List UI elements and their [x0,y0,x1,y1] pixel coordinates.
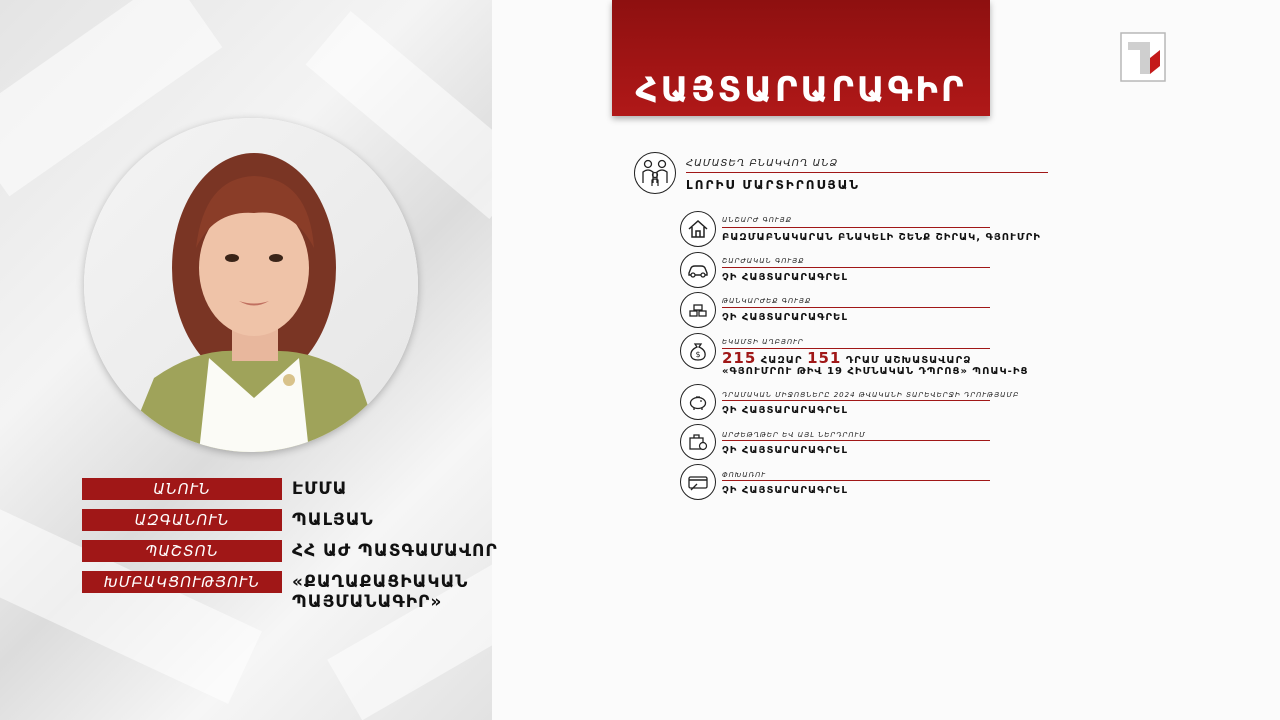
portrait-illustration [84,118,418,452]
value-faction-line1: «ՔԱՂԱՔԱՑԻԱԿԱՆ [292,572,469,592]
item-value-income-line2: «ԳՅՈՒՄՐՈՒ ԹԻՎ 19 ՀԻՄՆԱԿԱՆ ԴՊՐՈՑ» ՊՈԱԿ-ԻՑ [722,366,1029,377]
house-icon [680,211,716,247]
item-value-cash: ՉԻ ՀԱՅՏԱՐԱՐԱԳՐԵԼ [722,405,848,416]
value-first-name: ԷՄՄԱ [292,479,348,499]
value-last-name: ՊԱԼՅԱՆ [292,510,374,530]
securities-icon [680,424,716,460]
item-value-movable: ՉԻ ՀԱՅՏԱՐԱՐԱԳՐԵԼ [722,272,848,283]
item-title-income: ԵԿԱՄՏԻ ԱՂԲՅՈՒՐ [722,338,804,346]
item-title-loans: ՓՈԽԱՌՈՒ [722,471,767,479]
item-title-real-estate: ԱՆՇԱՐԺ ԳՈՒՅՔ [722,216,793,224]
value-position: ՀՀ ԱԺ ՊԱՏԳԱՄԱՎՈՐ [292,541,498,561]
family-icon [634,152,676,194]
item-value-loans: ՉԻ ՀԱՅՏԱՐԱՐԱԳՐԵԼ [722,485,848,496]
label-faction: ԽՄԲԱԿՑՈՒԹՅՈՒՆ [82,571,282,593]
channel-1-logo-icon [1120,32,1166,82]
divider [686,172,1048,173]
cohabitant-title: ՀԱՄԱՏԵՂ ԲՆԱԿՎՈՂ ԱՆՁ [686,158,839,169]
divider [722,267,990,268]
income-amount-drams: 151 [807,349,842,367]
title-banner [612,0,990,116]
valuables-icon [680,292,716,328]
item-title-valuables: ԹԱՆԿԱՐԺԵՔ ԳՈՒՅՔ [722,297,812,305]
item-value-securities: ՉԻ ՀԱՅՏԱՐԱՐԱԳՐԵԼ [722,445,848,456]
cohabitant-name: ԼՈՐԻՍ ՄԱՐՏԻՐՈՍՅԱՆ [686,178,860,192]
label-position: ՊԱՇՏՈՆ [82,540,282,562]
divider [722,307,990,308]
page-title: ՀԱՅՏԱՐԱՐԱԳԻՐ [635,70,967,110]
svg-text:$: $ [695,350,701,359]
car-icon [680,252,716,288]
divider [722,480,990,481]
item-value-income-line1 [722,349,972,367]
portrait-photo [84,118,418,452]
divider [722,400,990,401]
income-amount-thousands: 215 [722,349,757,367]
item-value-valuables: ՉԻ ՀԱՅՏԱՐԱՐԱԳՐԵԼ [722,312,848,323]
label-last-name: ԱԶԳԱՆՈՒՆ [82,509,282,531]
income-unit-thousands: ՀԱԶԱՐ [760,355,803,366]
item-title-cash: ԴՐԱՄԱԿԱՆ ՄԻՋՈՑՆԵՐԸ 2024 ԹՎԱԿԱՆԻ ՏԱՐԵՎԵՐՋԻ ԴՐՈՒԹՅԱՄԲ [722,391,1020,399]
label-first-name: ԱՆՈՒՆ [82,478,282,500]
divider [722,227,990,228]
item-title-securities: ԱՐԺԵԹՂԹԵՐ ԵՎ ԱՅԼ ՆԵՐԴՐՈՒՄ [722,431,866,439]
income-unit-drams: ԴՐԱՄ ԱՇԽԱՏԱՎԱՐՁ [845,355,972,366]
item-value-real-estate: ԲԱԶՄԱԲՆԱԿԱՐԱՆ ԲՆԱԿԵԼԻ ՇԵՆՔ ՇԻՐԱԿ, ԳՅՈՒՄՐԻ [722,232,1041,243]
value-faction-line2: ՊԱՅՄԱՆԱԳԻՐ» [292,592,443,612]
piggy-bank-icon [680,384,716,420]
money-bag-icon [680,333,716,369]
item-title-movable: ՇԱՐԺԱԿԱՆ ԳՈՒՅՔ [722,257,805,265]
divider [722,440,990,441]
card-icon [680,464,716,500]
